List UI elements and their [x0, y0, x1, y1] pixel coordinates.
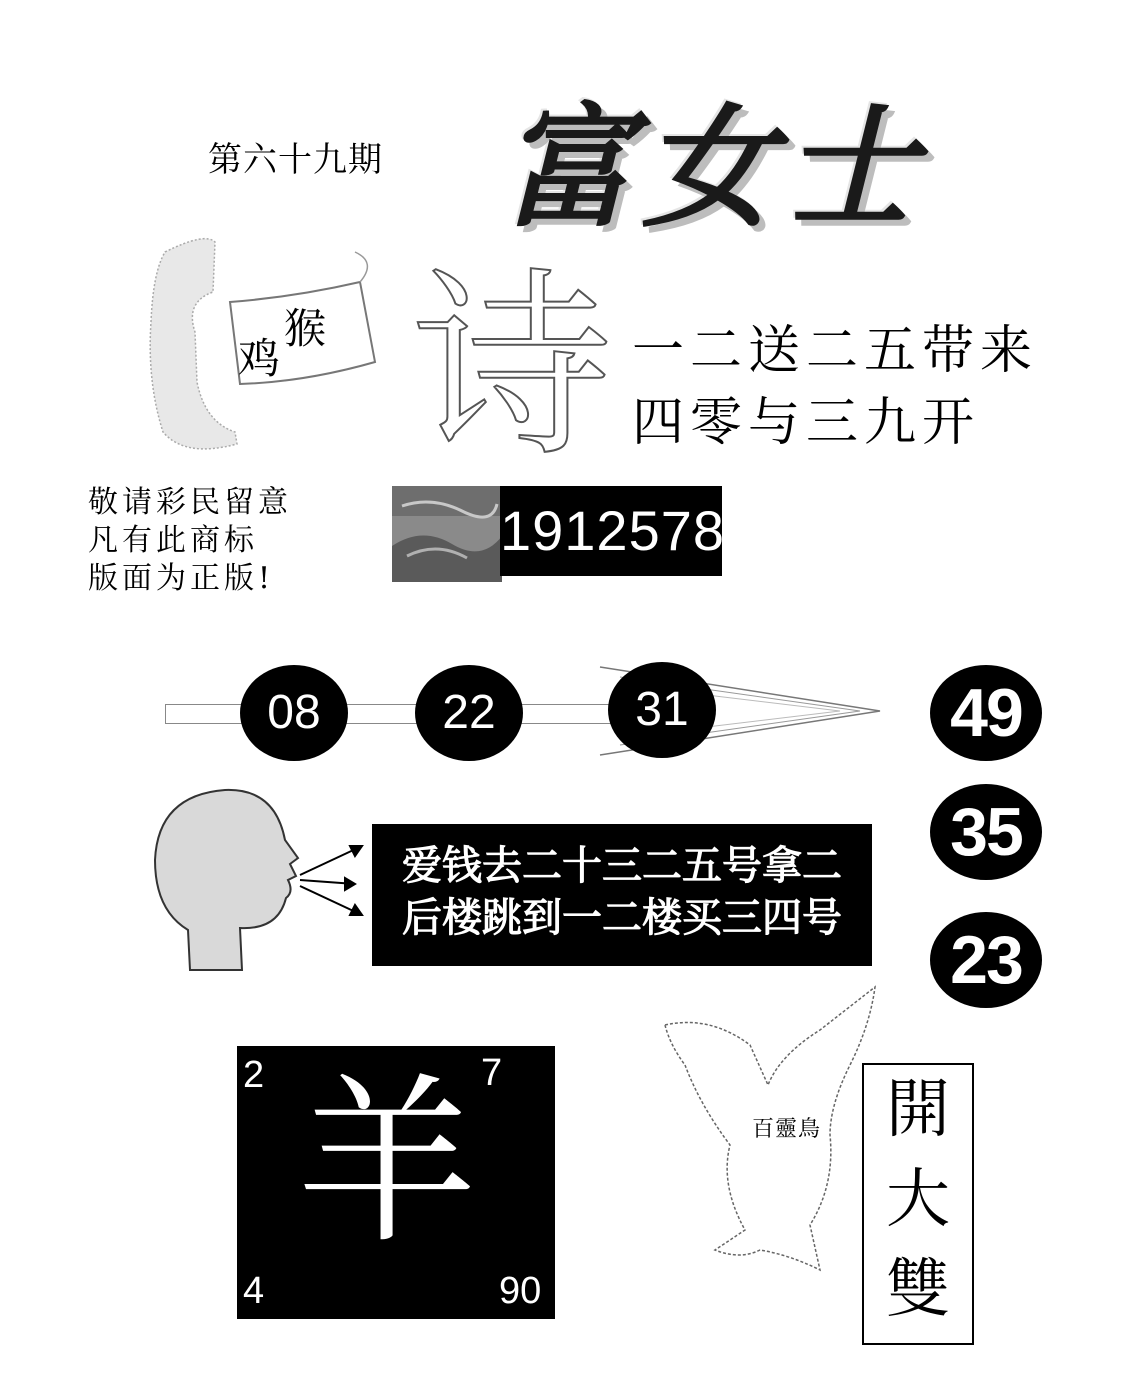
vertical-char: 大	[886, 1163, 950, 1237]
large-number-ball: 49	[930, 665, 1042, 761]
corner-number-bottom-right: 90	[499, 1270, 542, 1312]
zodiac-goat: 羊	[297, 1059, 478, 1268]
number-track	[165, 704, 637, 724]
poem-line-2: 四零与三九开	[632, 393, 981, 453]
notice-line-1: 敬请彩民留意	[88, 485, 292, 520]
notice-line-2: 凡有此商标	[88, 523, 258, 558]
message-line-1: 爱钱去二十三二五号拿二	[402, 843, 842, 889]
issue-number: 第六十九期	[208, 140, 383, 180]
authenticity-notice	[88, 484, 292, 598]
vertical-char: 開	[886, 1073, 950, 1147]
zodiac-number-box	[237, 1046, 555, 1319]
dove-label: 百靈鳥	[752, 1117, 822, 1142]
notice-line-3: 版面为正版!	[88, 561, 275, 596]
number-ball: 22	[415, 665, 523, 761]
brand-code: 1912578	[500, 486, 722, 576]
number-ball: 08	[240, 665, 348, 761]
poem-label: 诗	[412, 251, 613, 484]
message-box	[372, 824, 872, 966]
vertical-text-box	[862, 1063, 974, 1345]
corner-number-bottom-left: 4	[243, 1270, 265, 1312]
brand-logo-image	[392, 486, 502, 582]
page-title: 富女士	[500, 91, 926, 246]
zodiac-monkey: 猴	[284, 304, 327, 353]
vertical-char: 雙	[886, 1253, 950, 1327]
number-ball: 31	[608, 662, 716, 758]
poem-line-1: 一二送二五带来	[632, 321, 1039, 381]
large-number-ball: 35	[930, 784, 1042, 880]
corner-number-top-right: 7	[481, 1052, 503, 1094]
large-number-ball: 23	[930, 912, 1042, 1008]
corner-number-top-left: 2	[243, 1054, 265, 1096]
message-line-2: 后楼跳到一二楼买三四号	[402, 895, 842, 941]
zodiac-rooster: 鸡	[238, 334, 281, 383]
speaking-head-icon	[150, 780, 380, 975]
